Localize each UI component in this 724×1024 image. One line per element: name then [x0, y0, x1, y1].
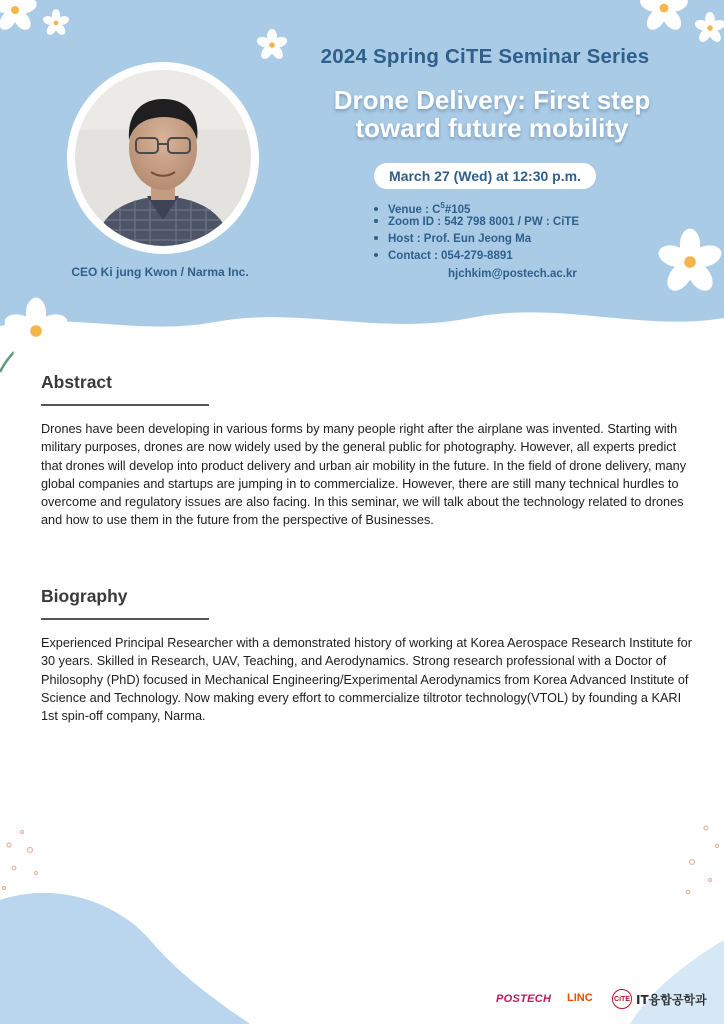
speaker-photo [75, 70, 251, 246]
biography-heading: Biography [41, 586, 128, 606]
bottom-left-blob [0, 893, 250, 1024]
speaker-caption: CEO Ki jung Kwon / Narma Inc. [71, 265, 249, 279]
cite-logo-icon: CiTE [612, 989, 632, 1009]
linc-logo: LINC [567, 992, 593, 1004]
biography-divider [41, 618, 209, 620]
contact-phone: Contact : 054-279-8891 [388, 250, 513, 262]
venue-suffix: #105 [444, 204, 471, 216]
host-item [372, 231, 579, 248]
venue-item [372, 197, 579, 214]
seminar-series-title: 2024 Spring CiTE Seminar Series [320, 45, 650, 68]
abstract-heading: Abstract [41, 372, 112, 392]
event-details [372, 197, 579, 284]
postech-logo: POSTECH [496, 993, 552, 1005]
contact-item [372, 248, 579, 265]
zoom-item [372, 214, 579, 231]
talk-title-line-1: Drone Delivery: First step [333, 85, 651, 115]
cite-department-logo: IT융합공학과 [636, 993, 707, 1007]
talk-title [300, 86, 684, 142]
bullet-icon [374, 253, 378, 257]
biography-body: Experienced Principal Researcher with a demonstrated history of working at Korea Aerospace Research Institute for 30 years. Skilled in Research, UAV, Teaching, and Aerodynamics. Strong research professional with a Doctor of Philosophy (PhD) focused in Mechanical Engineering/Experimental Aerodynamics from Korea Advanced Institute of Science and Technology. Now making every effort to commercialize tiltrotor technology(VTOL) by founding a KARI 1st spin-off company, Narma. [41, 636, 692, 724]
host-info: Host : Prof. Eun Jeong Ma [388, 233, 532, 245]
bullet-icon [374, 207, 378, 211]
abstract-divider [41, 404, 209, 406]
talk-title-line-2: toward future mobility [355, 113, 629, 143]
zoom-info: Zoom ID : 542 798 8001 / PW : CiTE [388, 216, 580, 228]
bullet-icon [374, 236, 378, 240]
contact-email[interactable]: hjchkim@postech.ac.kr [448, 268, 577, 280]
decor-dots [3, 826, 719, 894]
venue-prefix: Venue : C [388, 204, 441, 216]
bottom-right-blob [630, 940, 724, 1024]
venue-superscript: 5 [440, 201, 445, 210]
abstract-body: Drones have been developing in various forms by many people right after the airplane was invented. Starting with military purposes, drones are now widely used by the general public for photography. However, all experts predict that drones will develop into product delivery and urban air mobility in the future. In the field of drone delivery, many global companies and startups are jumping in to commercialize. However, there are still many technical hurdles to overcome and regulatory issues are also facing. In this seminar, we will talk about the technology related to drones and how to use them in the future from the perspective of Businesses. [41, 422, 687, 528]
bullet-icon [374, 219, 378, 223]
date-time-badge: March 27 (Wed) at 12:30 p.m. [374, 163, 596, 189]
